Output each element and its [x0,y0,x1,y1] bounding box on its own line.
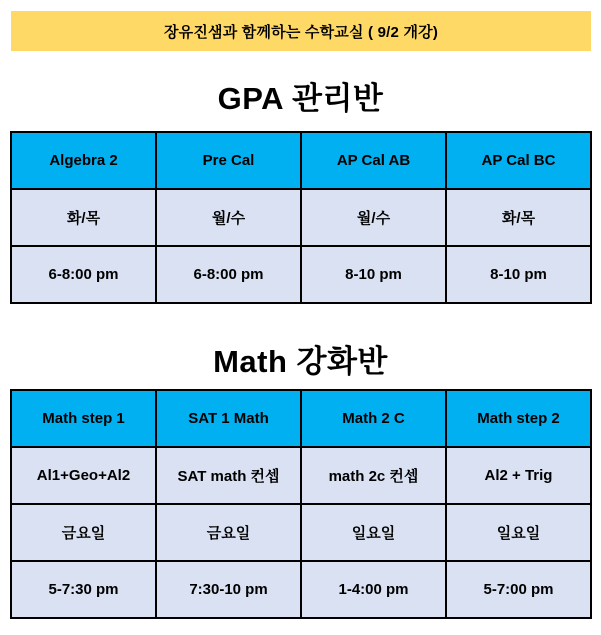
table-cell: 월/수 [156,189,301,246]
flyer-banner-text: 장유진샘과 함께하는 수학교실 ( 9/2 개강) [163,23,439,41]
table-cell: 6-8:00 pm [156,246,301,303]
table-cell: math 2c 컨셉 [301,447,446,504]
table-cell: 일요일 [301,504,446,561]
table-cell: 일요일 [446,504,591,561]
gpa-header-row [11,132,591,189]
header-cell: Pre Cal [156,132,301,189]
section-gpa [0,51,601,304]
table-cell: 8-10 pm [301,246,446,303]
table-cell: 금요일 [156,504,301,561]
math-topics-row [11,447,591,504]
header-cell: Math 2 C [301,390,446,447]
table-cell: 1-4:00 pm [301,561,446,618]
table-cell: 월/수 [301,189,446,246]
gpa-days-row [11,189,591,246]
gpa-times-row [11,246,591,303]
table-cell: 8-10 pm [446,246,591,303]
header-cell: AP Cal BC [446,132,591,189]
gpa-schedule-table [10,131,592,304]
table-cell: 화/목 [446,189,591,246]
math-schedule-table [10,389,592,619]
section-math [0,304,601,619]
math-days-row [11,504,591,561]
header-cell: Algebra 2 [11,132,156,189]
table-cell: 금요일 [11,504,156,561]
table-cell: 7:30-10 pm [156,561,301,618]
table-cell: Al1+Geo+Al2 [11,447,156,504]
math-times-row [11,561,591,618]
header-cell: Math step 2 [446,390,591,447]
header-cell: AP Cal AB [301,132,446,189]
section-title-gpa: GPA 관리반 [217,81,384,116]
table-cell: SAT math 컨셉 [156,447,301,504]
header-cell: SAT 1 Math [156,390,301,447]
table-cell: Al2 + Trig [446,447,591,504]
table-cell: 5-7:30 pm [11,561,156,618]
math-header-row [11,390,591,447]
section-title-math: Math 강화반 [213,344,388,379]
math-class-flyer [0,11,601,635]
table-cell: 화/목 [11,189,156,246]
flyer-banner [11,11,591,51]
table-cell: 6-8:00 pm [11,246,156,303]
table-cell: 5-7:00 pm [446,561,591,618]
header-cell: Math step 1 [11,390,156,447]
